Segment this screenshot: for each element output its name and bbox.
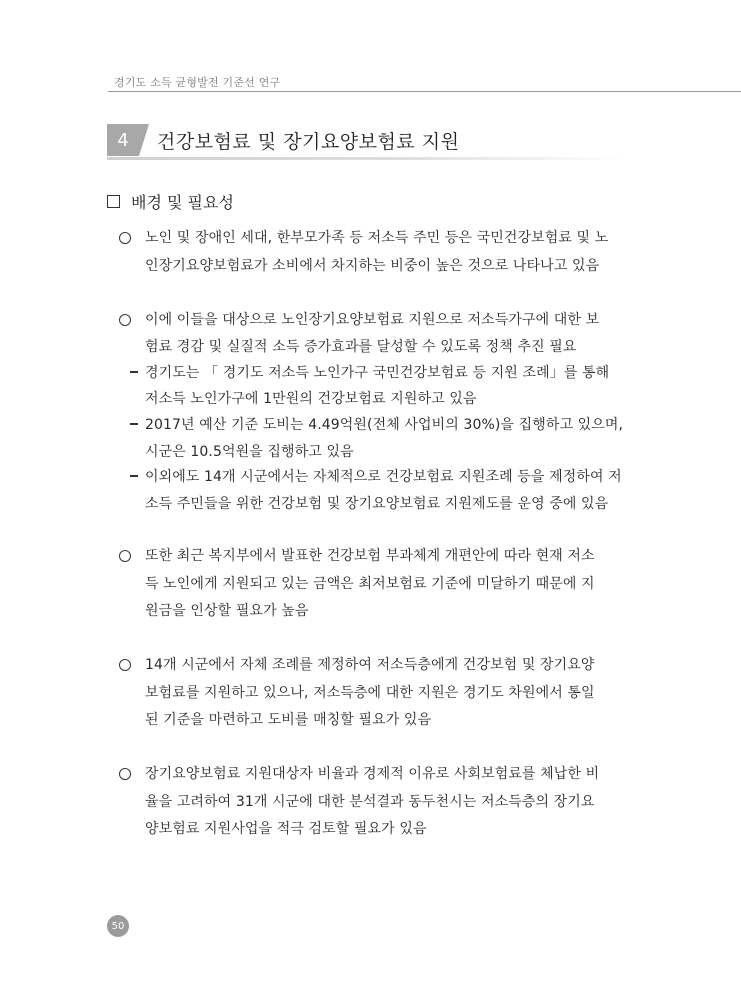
paragraph-line: 보험료를 지원하고 있으나, 저소득층에 대한 지원은 경기도 차원에서 통일	[145, 685, 595, 701]
circle-bullet-icon	[119, 314, 131, 326]
paragraph-line: 장기요양보험료 지원대상자 비율과 경제적 이유로 사회보험료를 체납한 비	[145, 766, 600, 782]
sub-item-line: 2017년 예산 기준 도비는 4.49억원(전체 사업비의 30%)을 집행하고 있으며,	[145, 417, 624, 433]
sub-item-line: 소득 주민들을 위한 건강보험 및 장기요양보험료 지원제도를 운영 중에 있음	[145, 496, 609, 512]
sub-item-line: 이외에도 14개 시군에서는 자체적으로 건강보험료 지원조례 등을 제정하여 저	[145, 469, 622, 485]
section-title: 건강보험료 및 장기요양보험료 지원	[157, 131, 460, 153]
running-header: 경기도 소득 균형발전 기준선 연구	[114, 76, 281, 89]
section-title-bar	[107, 122, 627, 160]
sub-item-line: 시군은 10.5억원을 집행하고 있음	[145, 444, 354, 460]
section-underline	[107, 157, 627, 160]
paragraph-line: 노인 및 장애인 세대, 한부모가족 등 저소득 주민 등은 국민건강보험료 및 노	[145, 230, 609, 246]
paragraph-line: 험료 경감 및 실질적 소득 증가효과를 달성할 수 있도록 정책 추진 필요	[145, 339, 577, 355]
section-number-notch	[139, 124, 149, 156]
paragraph-line: 된 기준을 마련하고 도비를 매칭할 필요가 있음	[145, 712, 432, 728]
circle-bullet-icon	[119, 550, 131, 562]
sub-item-line: 경기도는 「 경기도 저소득 노인가구 국민건강보험료 등 지원 조례」를 통해	[145, 365, 610, 381]
sub-item-line: 저소득 노인가구에 1만원의 건강보험료 지원하고 있음	[145, 391, 477, 407]
paragraph-line: 득 노인에게 지원되고 있는 금액은 최저보험료 기준에 미달하기 때문에 지	[145, 576, 595, 592]
paragraph-line: 양보험료 지원사업을 적극 검토할 필요가 있음	[145, 821, 427, 837]
paragraph-line: 이에 이들을 대상으로 노인장기요양보험료 지원으로 저소득가구에 대한 보	[145, 312, 600, 328]
circle-bullet-icon	[119, 768, 131, 780]
paragraph-line: 율을 고려하여 31개 시군에 대한 분석결과 동두천시는 저소득층의 장기요	[145, 794, 595, 810]
paragraph-line: 원금을 인상할 필요가 높음	[145, 603, 309, 619]
circle-bullet-icon	[119, 659, 131, 671]
subsection-title: 배경 및 필요성	[131, 193, 234, 212]
dash-bullet-icon	[130, 423, 138, 425]
page-number-badge: 50	[107, 915, 129, 937]
dash-bullet-icon	[130, 371, 138, 373]
paragraph-line: 인장기요양보험료가 소비에서 차지하는 비중이 높은 것으로 나타나고 있음	[145, 258, 600, 274]
circle-bullet-icon	[119, 232, 131, 244]
subsection-heading	[107, 190, 234, 213]
paragraph-line: 또한 최근 복지부에서 발표한 건강보험 부과체계 개편안에 따라 현재 저소	[145, 548, 595, 564]
header-rule	[108, 91, 741, 92]
section-number-box: 4	[107, 124, 139, 156]
dash-bullet-icon	[130, 475, 138, 477]
square-bullet-icon	[107, 195, 120, 208]
paragraph-line: 14개 시군에서 자체 조례를 제정하여 저소득층에게 건강보험 및 장기요양	[145, 657, 595, 673]
